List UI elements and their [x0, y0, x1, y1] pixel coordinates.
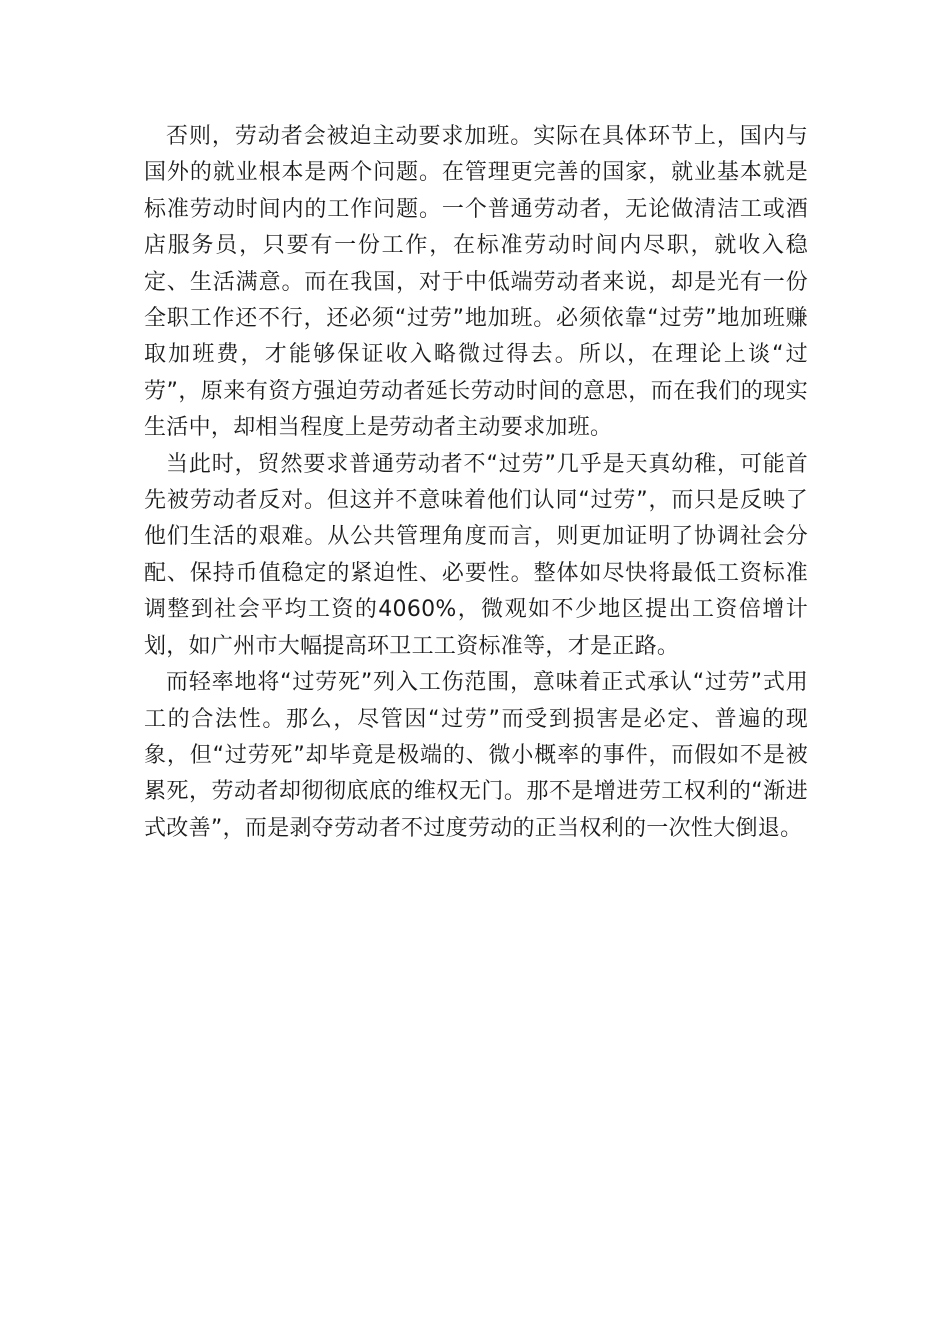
paragraph-3: 而轻率地将“过劳死”列入工伤范围，意味着正式承认“过劳”式用工的合法性。那么，尽管因“过劳”而受到损害是必定、普遍的现象，但“过劳死”却毕竟是极端的、微小概率的事件，而假如不是被累死，劳动者却彻彻底底的维权无门。那不是增进劳工权利的“渐进式改善”，而是剥夺劳动者不过度劳动的正当权利的一次性大倒退。	[144, 670, 808, 841]
paragraph-1: 否则，劳动者会被迫主动要求加班。实际在具体环节上，国内与国外的就业根本是两个问题。在管理更完善的国家，就业基本就是标准劳动时间内的工作问题。一个普通劳动者，无论做清洁工或酒店服务员，只要有一份工作，在标准劳动时间内尽职，就收入稳定、生活满意。而在我国，对于中低端劳动者来说，却是光有一份全职工作还不行，还必须“过劳”地加班。必须依靠“过劳”地加班赚取加班费，才能够保证收入略微过得去。所以，在理论上谈“过劳”，原来有资方强迫劳动者延长劳动时间的意思，而在我们的现实生活中，却相当程度上是劳动者主动要求加班。	[144, 124, 808, 441]
paragraph-2: 当此时，贸然要求普通劳动者不“过劳”几乎是天真幼稚，可能首先被劳动者反对。但这并不意味着他们认同“过劳”，而只是反映了他们生活的艰难。从公共管理角度而言，则更加证明了协调社会分配、保持币值稳定的紧迫性、必要性。整体如尽快将最低工资标准调整到社会平均工资的4060%，微观如不少地区提出工资倍增计划，如广州市大幅提高环卫工工资标准等，才是正路。	[144, 451, 808, 659]
document-body	[144, 119, 808, 847]
